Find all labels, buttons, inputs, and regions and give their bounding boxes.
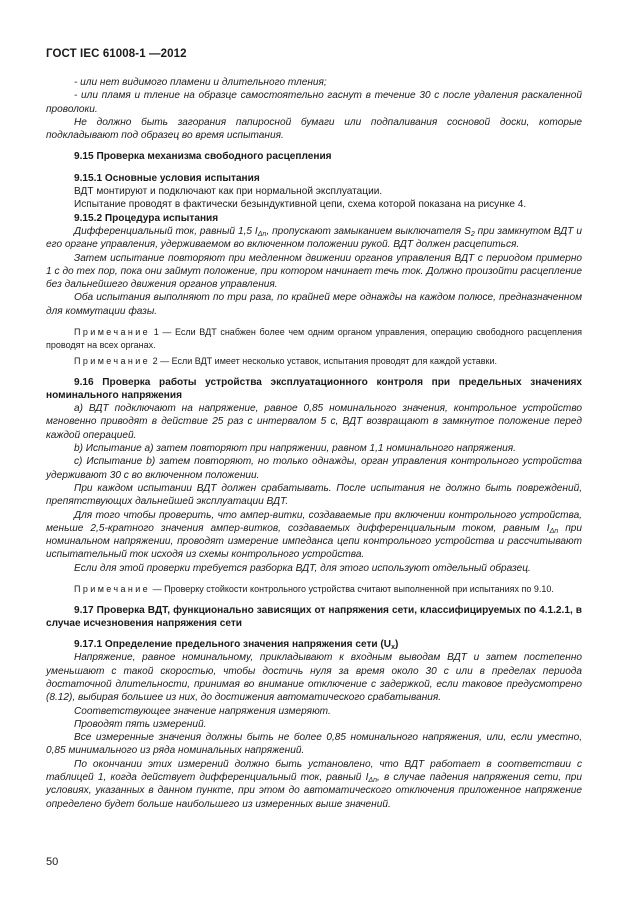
paragraph: Испытание проводят в фактически безындуктивной цепи, схема которой показана на рисунке 4. [74, 199, 527, 211]
text-run: Дифференциальный ток, равный 1,5 I [74, 225, 258, 237]
paragraph: ВДТ монтируют и подключают как при нормальной эксплуатации. [74, 186, 383, 198]
subscript: Δn [257, 230, 267, 238]
subscript: 2 [470, 230, 475, 238]
page-number: 50 [46, 856, 59, 868]
paragraph: b) Испытание а) затем повторяют при напряжении, равном 1,1 номинального напряжения. [74, 443, 516, 455]
note-text: 1 — Если ВДТ снабжен более чем одним органом управления, операцию свободного расцепления проводят на всех органах. [46, 327, 582, 350]
text-run: ) [394, 639, 399, 651]
paragraph: - или пламя и тление на образце самостоятельно гаснут в течение 30 с после удаления раскаленной проволоки. [46, 90, 582, 115]
note-label: Примечание [74, 356, 151, 367]
paragraph: Если для этой проверки требуется разборка ВДТ, для этого используют отдельный образец. [74, 562, 531, 574]
text-run: , в случае падения напряжения сети, при условиях, указанных в данном пункте, при этом до автоматического отключения приложенное напряжение определено будет больше наибольшего из измеренных выше значений. [46, 772, 582, 810]
subscript: x [391, 644, 395, 652]
paragraph: При каждом испытании ВДТ должен срабатывать. После испытания не должно быть повреждений, препятствующих дальнейшей эксплуатации ВДТ. [46, 482, 582, 508]
paragraph [46, 758, 582, 811]
note-3 [46, 583, 582, 596]
text-run: при замкнутом ВДТ и его органе управления, удерживаемом во включенном положении рукой. ВДТ должен расцепиться. [46, 225, 582, 251]
subscript: Δn [549, 527, 559, 535]
note-1 [46, 326, 582, 351]
paragraph: Напряжение, равное номинальному, прикладывают к входным выводам ВДТ и затем постепенно уменьшают с такой скоростью, чтобы достичь нуля за время около 30 с или в пределах периода достаточной длительности, принимая во внимание отключение с задержкой, если таковое предусмотрено (8.12), выбирая большее из них, до достижения автоматического срабатывания. [46, 652, 582, 704]
note-text: — Проверку стойкости контрольного устройства считают выполненной при испытаниях по 9.10. [150, 584, 554, 594]
paragraph: - или нет видимого пламени и длительного тления; [74, 77, 327, 88]
subsection-heading-9-17-1 [46, 638, 582, 651]
subsection-heading-9-15-1: 9.15.1 Основные условия испытания [74, 172, 260, 184]
paragraph: с) Испытание b) затем повторяют, но только однажды, орган управления контрольного устройства удерживают 30 с во включенном положении. [46, 456, 582, 481]
text-run: По окончании этих измерений должно быть установлено, что ВДТ работает в соответствии с таблицей 1, когда действует дифференциальный ток, равный I [46, 758, 582, 784]
paragraph: а) ВДТ подключают на напряжение, равное 0,85 номинального значения, контрольное устройство мгновенно приводят в действие 25 раз с интервалом 5 с, ВДТ возвращают в замкнутое положение перед каждой операцией. [46, 403, 582, 441]
section-heading-9-16: 9.16 Проверка работы устройства эксплуатационного контроля при предельных значениях номинального напряжения [46, 376, 582, 401]
paragraph [46, 509, 582, 562]
paragraph: Затем испытание повторяют при медленном движении органов управления ВДТ с периодом примерно 1 с до тех пор, пока они займут положение, при котором начинает течь ток. Должно произойти расцепление без дальнейшего движения органов управления. [46, 252, 582, 291]
note-label: Примечание [74, 327, 151, 338]
paragraph: Все измеренные значения должны быть не более 0,85 номинального напряжения, или, если уместно, 0,85 минимального из ряда номинальных напряжений. [46, 732, 582, 757]
paragraph: Оба испытания выполняют по три раза, по крайней мере однажды на каждом полюсе, предназначенном для коммутации фазы. [46, 292, 582, 317]
note-label: Примечание [74, 584, 151, 594]
note-2 [46, 355, 582, 368]
paragraph [46, 225, 582, 252]
section-heading-9-15: 9.15 Проверка механизма свободного расцепления [74, 151, 332, 163]
standard-header: ГОСТ IEC 61008-1 —2012 [46, 48, 187, 60]
text-run: 9.17.1 Определение предельного значения напряжения сети (U [74, 639, 392, 651]
text-run: , пропускают замыканием выключателя S [266, 225, 471, 237]
paragraph: Соответствующее значение напряжения измеряют. [74, 705, 331, 717]
paragraph: Проводят пять измерений. [74, 718, 207, 730]
paragraph: Не должно быть загорания папиросной бумаги или подпаливания сосновой доски, которые подкладывают под образец во время испытания. [46, 116, 582, 142]
page-content [46, 76, 582, 811]
subscript: Δn [368, 777, 377, 785]
text-run: при номинальном напряжении, проводят измерение импеданса цепи контрольного устройства и рассчитывают испытательный ток исходя из схемы контрольного устройства. [46, 522, 582, 561]
subsection-heading-9-15-2: 9.15.2 Процедура испытания [74, 212, 219, 224]
text-run: Для того чтобы проверить, что ампер-витки, создаваемые при включении контрольного устройства, меньше 2,5-кратного значения ампер-витков, создаваемых дифференциальным током, равным I [46, 509, 582, 534]
note-text: 2 — Если ВДТ имеет несколько уставок, испытания проводят для каждой уставки. [150, 356, 497, 367]
section-heading-9-17: 9.17 Проверка ВДТ, функционально зависящих от напряжения сети, классифицируемых по 4.1.2.1, в случае исчезновения напряжения сети [46, 604, 582, 629]
